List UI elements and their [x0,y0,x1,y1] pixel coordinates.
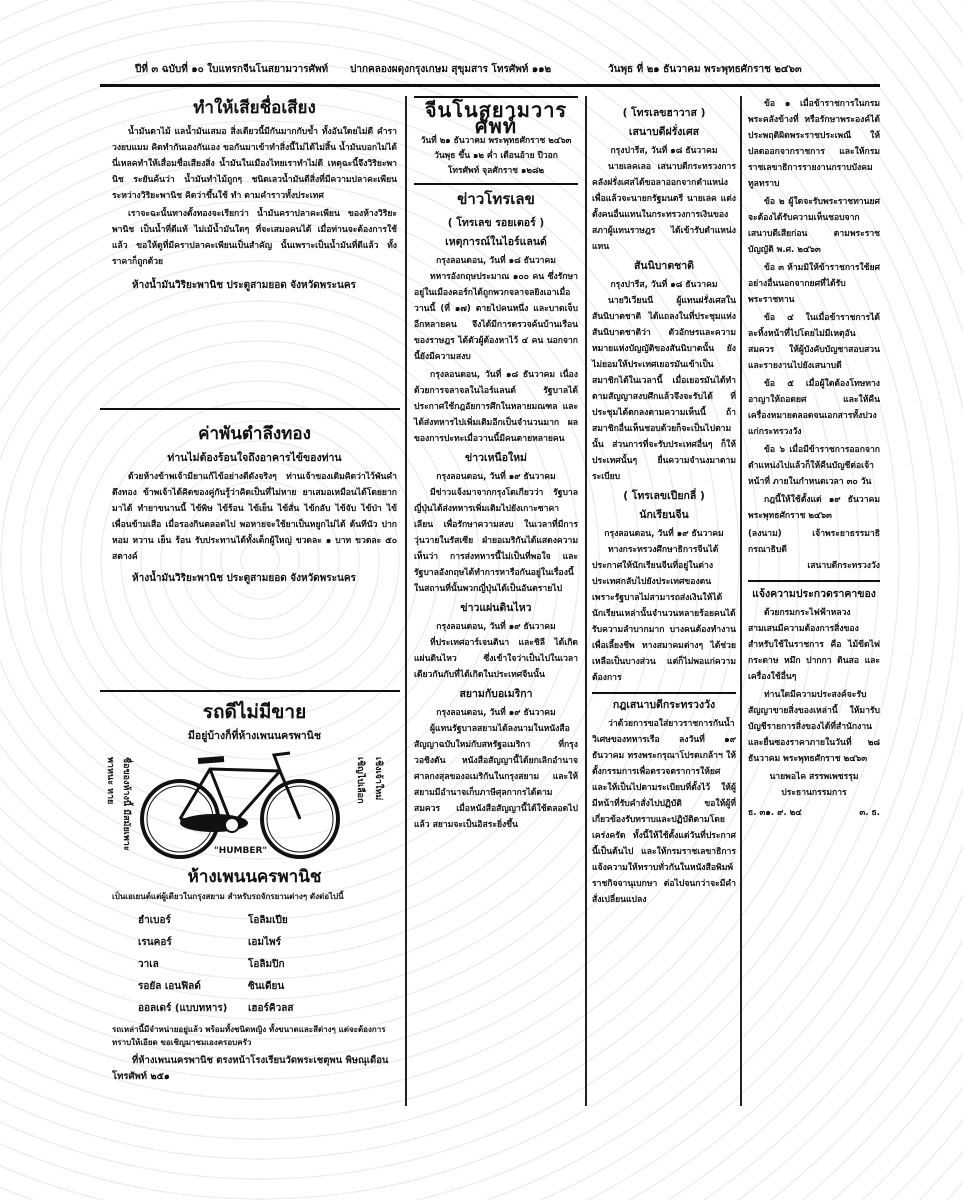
header-rule [100,84,880,87]
article-title: เหตุการณ์ในไอร์แลนด์ [445,236,547,248]
dateline: กรุงลอนดอน, วันที่ ๑๙ ธันวาคม [436,622,556,632]
paragraph: ข้อ ๒ ผู้ใดจะรับพระราชทานยศจะต้องได้รับความเห็นชอบจากเสนาบดีเสียก่อน ตามพระราชบัญญัติ พ.ศ. ๒๔๖๓ [748,197,880,255]
article-title: ข่าวเหนือใหม่ [465,452,527,464]
article-title: ค่าพันตำลึงทอง [198,424,311,444]
header-date: วันพุธ ที่ ๒๑ ธันวาคม พระพุทธศักราช ๒๔๖๓ [608,64,802,75]
column-divider [585,96,587,1106]
paragraph: เราจะฉะนั้นทางตั้งทองจะเรียกว่า น้ำมันคราปลาคะเพียน ของห้างวิริยะพานิช เป็นน้ำที่ดีแท้ ไม่เม้น้ำมันใดๆ ที่จะเสมอคนได้ เมื่อท่านจะต้องการใช้แล้ว ขอให้ดูที่มีคราปลาคะเพียนเป็นสำคัญ นั้นเพราะเป็นน้ำมันที่ดีแล้ว ทั้งราคาก็ถูกด้วย [112,209,397,267]
ad-phone: โทรศัพท์ ๒๕๑ [112,1071,170,1082]
ad-brand: "HUMBER" [214,846,268,856]
regulations-column [748,96,880,821]
paragraph: ข้อ ๑ เมื่อข้าราชการในกรมพระคลังข้างที่ หรือรักษาพระองค์ได้ประพฤติผิดพระราชประเพณี ให้ปลดออกจากราชการ และให้กรมราชเลขาธิการรายงานกราบบังคมทูลทราบ [748,99,880,189]
section-rule [100,690,400,692]
article-subtitle: ท่านไม่ต้องร้อนใจถึงอาคารไข้ของท่าน [167,452,342,464]
brand-item: เฮอร์คิวลส [248,1003,294,1014]
masthead-name: จีนโนสยามวารศัพท์ [424,98,568,138]
paragraph: นายวิเวียนนี ผู้แทนฝรั่งเศสในสันนิบาตชาติ ได้แถลงในที่ประชุมแห่งสันนิบาตชาติว่า ตัวอักษรและความหมายแห่งบัญญัติของสันนิบาตนั้น ยังไม่ยอมให้ประเทศเยอรมันเข้าเป็นสมาชิกได้ในเวลานี้ เมื่อเยอรมันได้ทำตามสัญญาสงบศึกแล้วจึงจะรับได้ ที่ประชุมได้ตกลงตามความเห็นนี้ ถ้าสมาชิกอื่นเห็นชอบด้วยก็จะเป็นไปตามนั้น ส่วนการที่จะรับประเทศอื่นๆ ก็ให้ประเทศนั้นๆ ยื่นความจำนงมาตามระเบียบ [592,296,736,482]
notice-title: แจ้งความประกวดราคาของ [752,588,876,600]
brand-item: เรนคอร์ [138,937,172,948]
paragraph: ทหารอังกฤษประมาณ ๑๐๐ คน ซึ่งรักษาอยู่ในเมืองคอร์กได้ถูกพวกจลาจลยิงเอาเมื่อวานนี้ (ที่ ๑๗) ตายไปคนหนึ่ง และบาดเจ็บอีกหลายคน จึงได้มีการตรวจค้นบ้านเรือนของราษฎร ได้ตัวผู้ต้องหาไว้ ๔ คน นอกจากนี้ยังมีความสงบ [414,272,578,362]
ad-subtitle: มีอยู่บ้างก็ที่ห้างเพนนครพานิช [188,730,321,742]
paragraph: กรุงลอนดอน, วันที่ ๑๘ ธันวาคม เนื่องด้วยการจลาจลในไอร์แลนด์ รัฐบาลได้ประกาศใช้กฎอัยการศึกในหลายมณฑล และได้ส่งทหารไปเพิ่มเติมอีกเป็นจำนวนมาก ผลของการปะทะเมื่อวานนี้มีคนตายหลายคน [414,370,578,444]
article-title: สันนิบาตชาติ [634,260,694,272]
ad-footer: รถเหล่านี้มีจำหน่ายอยู่แล้ว พร้อมทั้งชนิดหญิง ทั้งขนาดและสีต่างๆ แต่จะต้องการทราบให้เอียด ขอเชิญมาชมเองครอบครัว [112,1025,386,1047]
masthead-lunar-date: วันพุธ ขึ้น ๑๒ ค่ำ เดือนอ้าย ปีวอก [434,151,558,161]
masthead-era: โทรศัพท์ จุลศักราช ๑๒๘๒ [447,166,545,176]
brand-item: โอลิมเปีย [248,915,288,926]
header-issue: ปีที่ ๓ ฉบับที่ ๑๐ ใบแทรกจีนโนสยามวารศัพท์ [135,64,329,75]
paragraph: ท่านใดมีความประสงค์จะรับสัญญาขายสิ่งของเหล่านี้ ให้มารับบัญชีรายการสิ่งของได้ที่สำนักงาน และยื่นซองราคาภายในวันที่ ๒๘ ธันวาคม พระพุทธศักราช ๒๔๖๓ [748,690,880,764]
paragraph: ทางกระทรวงศึกษาธิการจีนได้ประกาศให้นักเรียนจีนที่อยู่ในต่างประเทศกลับไปยังประเทศของตน เพราะรัฐบาลไม่สามารถส่งเงินให้ได้ นักเรียนเหล่านั้นจำนวนหลายร้อยคนได้รับความลำบากมาก บางคนต้องทำงานเพื่อเลี้ยงชีพ ทางสมาคมต่างๆ ได้ช่วยเหลือเป็นบางส่วน แต่ก็ไม่พอแก่ความต้องการ [592,545,736,683]
paragraph: ข้อ ๓ ห้ามมิให้ข้าราชการใช้ยศอย่างอื่นนอกจากยศที่ได้รับพระราชทาน [748,263,880,305]
paragraph: ที่ประเทศอาร์เจนตินา และชิลี ได้เกิดแผ่นดินไหว ซึ่งเข้าใจว่าเป็นไปในเวลาเดียวกันกับที่ได้เกิดในประเทศจีนนั้น [414,638,578,680]
brand-item: วาเล [138,959,159,970]
signature: (ลงนาม) เจ้าพระยาธรรมาธิกรณาธิบดี [748,529,880,555]
article-title: สยามกับอเมริกา [459,688,533,700]
ad-side-text: ชื่อของห้างนี้ มีสมัยเพาะพาหนะ หาย [105,757,131,851]
telegram-news-column [414,96,578,835]
paragraph: ว่าด้วยการขอใส่ยาวราชการกันน้ำวิเศษของทหารเรือ ลงวันที่ ๑๙ ธันวาคม ทรงพระกรุณาโปรดเกล้าฯ ให้ตั้งกรรมการเพื่อตรวจตราการให้ยศ และให้เป็นไปตามระเบียบที่ตั้งไว้ ให้ผู้มีหน้าที่รับคำสั่งไปปฏิบัติ ขอให้ผู้ที่เกี่ยวข้องรับทราบและปฏิบัติตามโดยเคร่งครัด ทั้งนี้ให้ใช้ตั้งแต่วันที่ประกาศนี้เป็นต้นไป และให้กรมราชเลขาธิการแจ้งความให้ทราบทั่วกันในหนังสือพิมพ์ราชกิจจานุเบกษา ต่อไปจนกว่าจะมีคำสั่งเปลี่ยนแปลง [592,719,736,905]
ad-shop-name: ห้างเพนนครพานิช [187,867,322,887]
footer-code: ๓. ธ. [859,808,880,818]
brand-item: ออลเดร์ (แบบทหาร) [138,1003,228,1014]
notice-signature: นายพอไค สรรพเพชรรุม [769,772,859,782]
ad-title: รถดีไม่มีขาย [202,701,307,723]
article-title: นักเรียนจีน [639,509,689,521]
article-reputation [112,94,397,294]
header-address: ปากคลองผดุงกรุงเกษม สุขุมสาร โทรศัพท์ ๑๑๒ [350,64,552,75]
paragraph: ข้อ ๕ เมื่อผู้ใดต้องโทษทางอาญาให้ถอดยศ และให้คืนเครื่องหมายตลอดจนเอกสารทั้งปวงแก่กระทรวงวัง [748,379,880,437]
dateline: กรุงปารีส, วันที่ ๑๘ ธันวาคม [610,280,718,290]
paragraph: มีข่าวแจ้งมาจากกรุงโตเกียวว่า รัฐบาลญี่ปุ่นได้ส่งทหารเพิ่มเติมไปยังเกาะซาคาเลียน เพื่อรักษาความสงบ ในเวลาที่มีการวุ่นวายในรัสเซีย ฝ่ายอเมริกันได้แสดงความเห็นว่า การส่งทหารนี้ไม่เป็นที่พอใจ และรัฐบาลอังกฤษได้ทำการหารือกันอยู่ในเรื่องนี้ ในสถานที่นั้นพวกญี่ปุ่นได้เป็นอันตรายไป [414,488,578,594]
footer-code: ธ. ๓๑. ๙. ๒๔ [748,808,802,818]
paragraph: นายเลคเลอ เสนาบดีกระทรวงการคลังฝรั่งเศสได้ขอลาออกจากตำแหน่ง เพื่อแล้วจะนายกรัฐมนตรี นายเลค แต่งตั้งคนอื่นแทนในกระทรวงการเงินของสภาผู้แทนราษฎร ได้เข้ารับตำแหน่งแทน [592,162,736,252]
section-rule [100,408,400,410]
column-divider [405,96,407,1106]
notice-signature-title: ประธานกรรมการ [781,788,847,798]
paragraph: ด้วยห้างข้าพเจ้ามียาแก้ไข้อย่างดีดังจริงๆ ท่านเจ้าของเดิมคิดว่าไว้พันคำตึงทอง ข้าพเจ้าได้คิดของคู่กันรู้ว่าคิดเป็นที่ไม่หาย ยาเสมอเหมือนได้โดยยากมาได้ ทำยาขนานนี้ ไข้พิษ ไข้ร้อน ไข้เย็น ไข้สั่น ไข้กลับ ไข้จับ ไข้ป่า ไข้เพื่อนข้ามเสือ เมื่อรองกินตลอดไป พอหายจะใช้ยาเป็นหยูกไม่ได้ ต้นทีนัว ปากหอม หวาน เย็น ร้อน รับประทานได้ทั้งเด็กผู้ใหญ่ ขวดละ ๑ บาท ขวดละ ๕๐ สตางค์ [112,472,397,562]
section-rule [748,580,880,582]
dateline: กรุงลอนดอน, วันที่ ๑๙ ธันวาคม [604,529,724,539]
news-source: ( โทรเลข รอยเตอร์ ) [447,217,545,229]
paragraph: กฎนี้ให้ใช้ตั้งแต่ ๑๙ ธันวาคม พระพุทธศักราช ๒๔๖๓ [748,495,880,521]
article-title: กฎเสนาบดีกระทรวงวัง [612,699,716,711]
ad-side-text: เชิงเจ้าใหม่ [373,757,383,801]
paragraph: ผู้แทนรัฐบาลสยามได้ลงนามในหนังสือสัญญาฉบับใหม่กับสหรัฐอเมริกา ที่กรุงวอชิงตัน หนังสือสัญญานี้ได้ยกเลิกอำนาจศาลกงสุลของอเมริกันในกรุงสยาม และให้สยามมีอำนาจเก็บภาษีศุลกากรได้ตามสมควร เมื่อหนังสือสัญญานี้ได้ใช้ตลอดไปแล้ว สยามจะเป็นอิสระยิ่งขึ้น [414,724,578,830]
ad-intro: เป็นเอเยนต์แต่ผู้เดียวในกรุงสยาม สำหรับรถจักรยานต่างๆ ดังต่อไปนี้ [112,892,344,901]
section-title: ข่าวโทรเลข [457,190,535,208]
masthead [414,96,578,185]
signature-title: เสนาบดีกระทรวงวัง [807,561,880,571]
dateline: กรุงลอนดอน, วันที่ ๑๘ ธันวาคม [436,256,556,266]
news-source: ( โทรเลขเปียกลี่ ) [623,490,705,502]
article-signature: ห้างน้ำมันวิริยะพานิช ประตูสามยอด จังหวัดพระนคร [132,280,356,291]
article-title: เสนาบดีฝรั่งเศส [628,126,700,138]
dateline: กรุงลอนดอน, วันที่ ๑๙ ธันวาคม [436,472,556,482]
article-title: ข่าวแผ่นดินไหว [460,602,532,614]
bicycle-advertisement [105,698,397,1085]
dateline: กรุงลอนดอน, วันที่ ๑๙ ธันวาคม [436,708,556,718]
bicycle-illustration [132,747,342,867]
brand-item: ฮำเบอร์ [138,915,171,926]
brand-list [138,913,397,1017]
dateline: กรุงปารีส, วันที่ ๑๘ ธันวาคม [610,146,718,156]
article-title: ทำให้เสียชื่อเสียง [193,98,316,118]
paragraph: น้ำมันตาไม้ แลน้ำมันเสมอ สิ่งเดียวนี้มีกันมากกับข้ำ ทั้งอันใดยไม่ดี คำราวงยบแมม คิดทำกันเองกันเอง ขอกันมาเข้าทำสิ่งนี้ไม่ได้ไม่สิ้น น้ำมันบอกไม่ได้ นี่เหลคทำให้เสื่อมชื่อเสียงสิ่ง น้ำมันในเมืองไทยเราทำไม่ดี เหตุฉะนี้จึงวิริยะพานิช ระยันค้นว่า น้ำมันทำไม้ถูกๆ ชนิดเลวน้ำมันดีสิ่งที่มีความปลาคะเพียนระหว่างวิริยะพานิช คิดว่าขึ้นใช้ ทำ ตามคำราวทั้งประเทศ [112,127,397,201]
article-gold [112,420,397,587]
news-source: ( โทรเลขฮาวาส ) [622,107,706,119]
column-divider [740,96,742,1106]
brand-item: ซินเดียน [248,981,285,992]
article-signature: ห้างน้ำมันวิริยะพานิช ประตูสามยอด จังหวัดพระนคร [132,573,356,584]
brand-item: เอมไพร์ [248,937,282,948]
ad-side-text: เชิญไปเลือก [355,757,365,804]
brand-item: รอยัล เอนฟิลด์ [138,981,201,992]
section-rule [592,692,736,694]
havas-news-column [592,102,736,910]
paragraph: ข้อ ๖ เมื่อมีข้าราชการออกจากตำแหน่งไปแล้วก็ให้คืนบัญชีต่อเจ้าหน้าที่ ภายในกำหนดเวลา ๓๐ วัน [748,445,880,487]
paragraph: ข้อ ๔ ในเมื่อข้าราชการได้ละทิ้งหน้าที่ไปโดยไม่มีเหตุอันสมควร ให้ผู้บังคับบัญชาสอบสวน และรายงานไปยังเสนาบดี [748,313,880,371]
masthead-date: วันที่ ๒๑ ธันวาคม พระพุทธศักราช ๒๔๖๓ [420,136,572,146]
paragraph: ด้วยกรมกระไฟฟ้าหลวงสามเสนมีความต้องการสิ่งของสำหรับใช้ในราชการ คือ ไม้ขีดไฟ กระดาษ หมึก ปากกา ดินสอ และเครื่องใช้อื่นๆ [748,608,880,682]
brand-item: โอลิมปิก [248,959,285,970]
ad-address: ที่ห้างเพนนครพานิช ตรงหน้าโรงเรียนวัดพระเชตุพน พิษณุเดือน [132,1055,389,1066]
